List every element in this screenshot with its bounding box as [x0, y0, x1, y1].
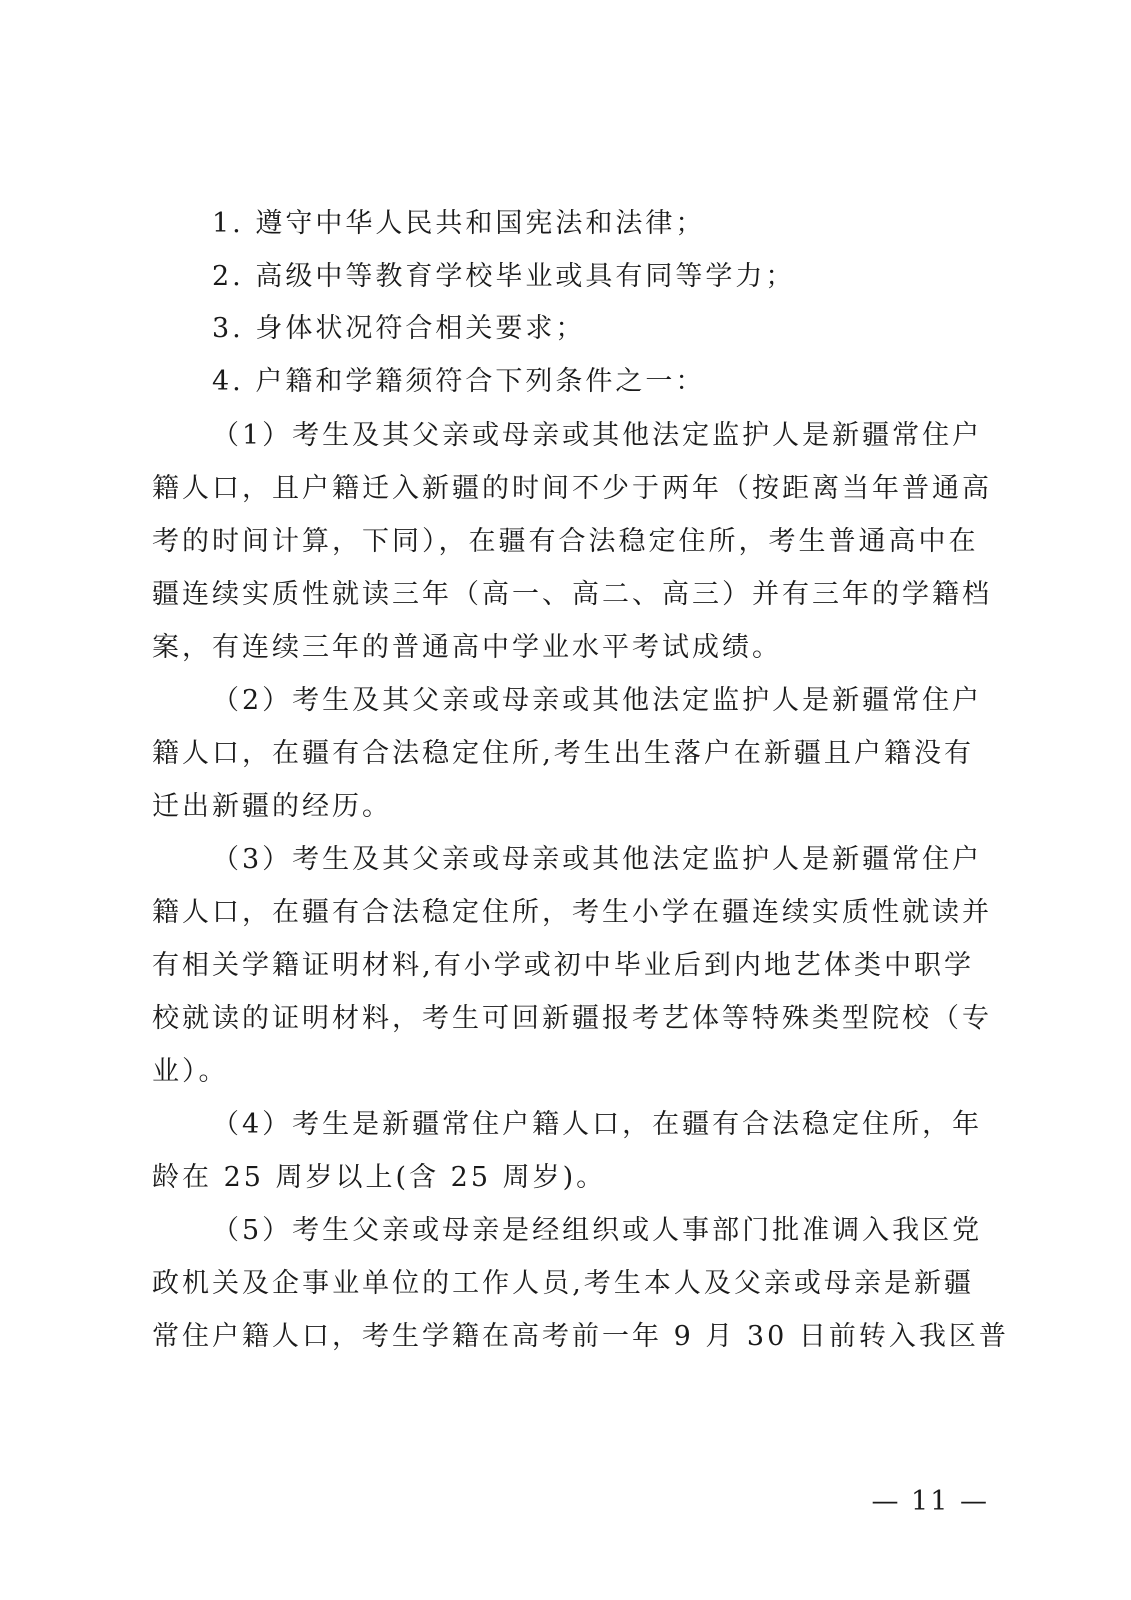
text-line: 疆连续实质性就读三年（高一、高二、高三）并有三年的学籍档: [152, 579, 992, 610]
text-line: 迁出新疆的经历。: [152, 791, 392, 822]
text-line: 龄在 25 周岁以上(含 25 周岁)。: [152, 1162, 607, 1193]
text-line: 籍人口，在疆有合法稳定住所,考生出生落户在新疆且户籍没有: [152, 738, 974, 769]
text-line: 校就读的证明材料，考生可回新疆报考艺体等特殊类型院校（专: [152, 1003, 992, 1034]
text-line: 1. 遵守中华人民共和国宪法和法律；: [212, 208, 706, 239]
text-line: 案，有连续三年的普通高中学业水平考试成绩。: [152, 632, 782, 663]
text-line: （3）考生及其父亲或母亲或其他法定监护人是新疆常住户: [212, 844, 983, 875]
page-number: — 11 —: [871, 1486, 989, 1517]
text-line: 有相关学籍证明材料,有小学或初中毕业后到内地艺体类中职学: [152, 950, 974, 981]
text-line: 政机关及企事业单位的工作人员,考生本人及父亲或母亲是新疆: [152, 1268, 974, 1299]
text-line: （1）考生及其父亲或母亲或其他法定监护人是新疆常住户: [212, 420, 983, 451]
text-line: 4. 户籍和学籍须符合下列条件之一：: [212, 366, 706, 397]
text-line: （4）考生是新疆常住户籍人口，在疆有合法稳定住所，年: [212, 1109, 983, 1140]
text-line: （5）考生父亲或母亲是经组织或人事部门批准调入我区党: [212, 1215, 983, 1246]
text-line: 常住户籍人口，考生学籍在高考前一年 9 月 30 日前转入我区普: [152, 1321, 1009, 1352]
text-line: 籍人口，且户籍迁入新疆的时间不少于两年（按距离当年普通高: [152, 473, 992, 504]
text-line: 籍人口，在疆有合法稳定住所，考生小学在疆连续实质性就读并: [152, 897, 992, 928]
text-line: 业）。: [152, 1056, 229, 1087]
text-line: 2. 高级中等教育学校毕业或具有同等学力；: [212, 261, 796, 292]
text-line: 3. 身体状况符合相关要求；: [212, 313, 586, 344]
text-line: 考的时间计算，下同），在疆有合法稳定住所，考生普通高中在: [152, 526, 979, 557]
text-line: （2）考生及其父亲或母亲或其他法定监护人是新疆常住户: [212, 685, 983, 716]
